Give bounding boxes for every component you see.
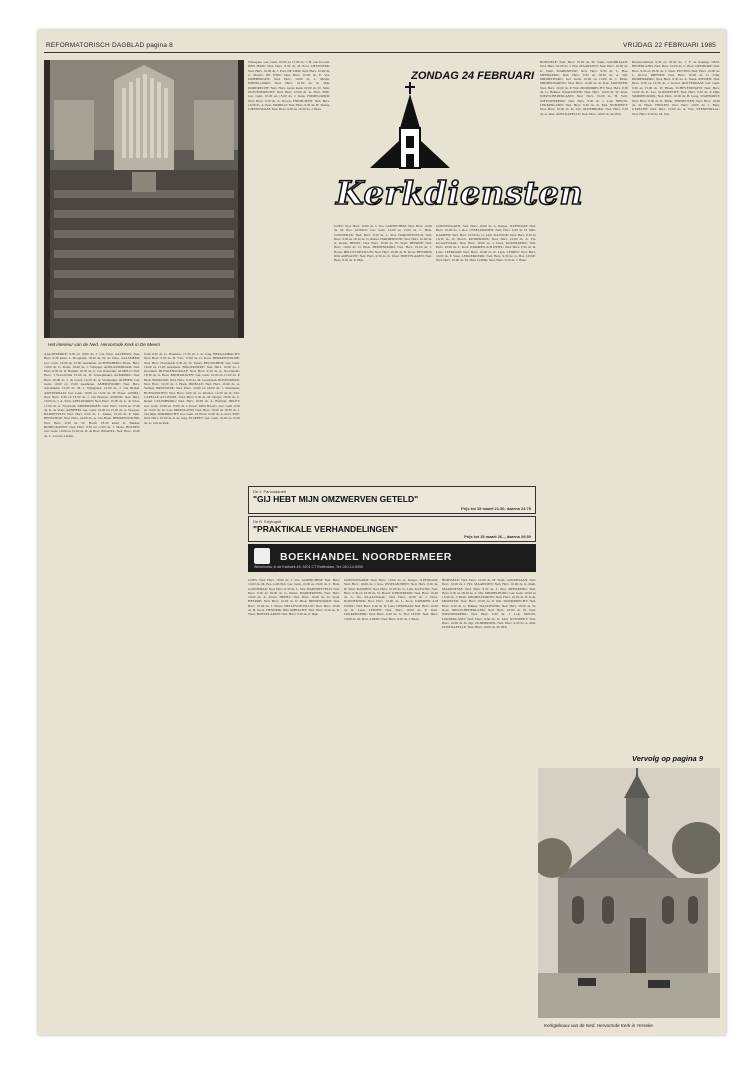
column-9 xyxy=(632,60,720,750)
church-interior-illustration xyxy=(44,60,244,338)
book-ad-2-headline: "PRAKTIKALE VERHANDELINGEN" xyxy=(253,524,399,534)
header-rule xyxy=(44,52,720,53)
bookstore-ad-title: BOEKHANDEL NOORDERMEER xyxy=(280,551,452,563)
church-exterior-photo xyxy=(538,768,720,1018)
column-5 xyxy=(248,578,340,1024)
book-ad-1[interactable] xyxy=(248,486,536,514)
church-caption: Kerkgebouw van de Ned. Hervormde Kerk in Yerseke xyxy=(544,1023,653,1028)
bookstore-ad[interactable] xyxy=(248,544,536,572)
column-4-text: GOUDSWAARD: Ned. Herv. 10.00 ds. A. Kuiper. ILPENDAM: Ned. Herv. 10.00 ds. J. Ros. IJSSELMUIDEN: Ned. Herv. 9.30 ds. H. Smit. KAMPEN: Ned. Herv. 10.00 ds. G. Lam. KATWIJK: Ned. Herv. 9.30 en 18.30 ds. W. Bosch. KINDERDIJK: Ned. Herv. 10.00 ds. A. Vis. KLAASWAAL: Ned. Herv. 10.00 ds. J. Does. KOUDEKERK: Ned. Herv. 10.00 ds. L. Kooi. KRIMPEN A/D IJSSEL: Ned. Herv. 9.30 ds. D. Lens. LEERDAM: Ned. Herv. 10.00 ds. R. Leen. LEIDEN: Ned. Herv. 10.00 ds. P. Veen. LEKKERKERK: Ned. Herv. 9.30 ds. G. Hof. LISSE: Ned. Herv. 10.00 ds. M. Hart. LOPIK: Ned. Herv. 9.30 ds. J. Baan. xyxy=(436,224,536,263)
church-steeple-icon xyxy=(360,80,460,180)
book-ad-1-price: Prijs tot 15 maart 21.50, daarna 24.75 xyxy=(460,506,531,511)
column-8 xyxy=(540,60,628,830)
church-interior-photo xyxy=(44,60,244,338)
column-3 xyxy=(334,224,432,524)
column-2-upper-text: Scheepjes, Ger. Gem. 10.00 en 17.00 ds. J. H. van Kooten. DEN HAM: Ned. Herv. 9.30 ds. H. Poot. DEVENTER: Ned. Herv. 10.00 ds. J. Post. DE LIER: Ned. Herv. 10.00 ds. C. Pieters. DE WIJK: Ned. Herv. 10.00 ds. E. Vos. DRIEBERGEN: Ned. Herv. 10.00 ds. L. Meijer. DINTELOORD: Ned. Herv. 10.00 ds. R. Hak. DORDRECHT: Ned. Herv. Grote Kerk 10.00 ds. W. Smit. DUIVENDRECHT: Ned. Herv. 10.00 ds. K. Boot. EDE: Ger. Gem. 10.00 en 15.00 ds. J. Kant. EMMELOORD: Ned. Herv. 9.30 ds. A. Doorn. ENKHUIZEN: Ned. Herv. 10.00 ds. A. Post. ERMELO: Ned. Herv. 9.30 ds. H. Teunis. GIESSENDAM: Ned. Herv. 9.30 en 18.30 ds. J. Boer. xyxy=(248,60,330,112)
column-6-text: GOUDSWAARD: Ned. Herv. 10.00 ds. A. Kuiper. ILPENDAM: Ned. Herv. 10.00 ds. J. Ros. IJSSELMUIDEN: Ned. Herv. 9.30 ds. H. Smit. KAMPEN: Ned. Herv. 10.00 ds. G. Lam. KATWIJK: Ned. Herv. 9.30 en 18.30 ds. W. Bosch. KINDERDIJK: Ned. Herv. 10.00 ds. A. Vis. KLAASWAAL: Ned. Herv. 10.00 ds. J. Does. KOUDEKERK: Ned. Herv. 10.00 ds. L. Kooi. KRIMPEN A/D IJSSEL: Ned. Herv. 9.30 ds. D. Lens. LEERDAM: Ned. Herv. 10.00 ds. R. Leen. LEIDEN: Ned. Herv. 10.00 ds. P. Veen. LEKKERKERK: Ned. Herv. 9.30 ds. G. Hof. LISSE: Ned. Herv. 10.00 ds. M. Hart. LOPIK: Ned. Herv. 9.30 ds. J. Baan. xyxy=(344,578,438,621)
column-7-text: BORSSELE: Ned. Herv. 10.00 ds. M. Stam. GOUDRIAAN: Ned. Herv. 10.00 ds. J. Hol. MAARSSEN: Ned. Herv. 10.00 ds. K. Dam. MARKNESSE: Ned. Herv. 9.30 ds. L. Bos. MEERKERK: Ned. Herv. 9.30 en 18.30 ds. A. Wit. MIDDELBURG: Ger. Gem. 10.00 en 15.00 ds. J. Blom. MIDDELHARNIS: Ned. Herv. 10.00 ds. R. Kok. MONSTER: Ned. Herv. 10.00 ds. P. Wal. MOORDRECHT: Ned. Herv. 9.30 ds. G. Bakker. NAALDWIJK: Ned. Herv. 10.00 ds. W. Roel. NIEUW-BEIJERLAND: Ned. Herv. 10.00 ds. H. Veld. NIEUWERKERK: Ned. Herv. 9.30 ds. J. Lok. NIEUW-LEKKERLAND: Ned. Herv. 9.30 ds. K. Mol. NUNSPEET: Ned. Herv. 10.00 ds. D. Zijl. OLDEBROEK: Ned. Herv. 9.30 ds. A. Riet. OOSTKAPELLE: Ned. Herv. 10.00 ds. M. Bril. xyxy=(442,578,536,630)
newspaper-page xyxy=(38,30,726,1035)
column-7 xyxy=(442,578,536,1024)
column-2-upper xyxy=(248,60,330,480)
interior-caption: Het interieur van de Ned. Hervormde Kerk in De Meern xyxy=(48,342,161,347)
book-ad-1-publisher: De J. Panoudaneh xyxy=(253,489,287,494)
page-header-right: VRIJDAG 22 FEBRUARI 1985 xyxy=(623,42,716,49)
church-exterior-illustration xyxy=(538,768,720,1018)
column-9-text: Brouwershaven 9.30 en 18.30 ds. J. F. de Koning. OUD-BEIJERLAND: Ned. Herv. 10.00 ds. C. Boer. OUDDORP: Ned. Herv. 9.30 en 18.30 ds. J. Sluis. PUTTEN: Ned. Herv. 10.00 ds. L. Kroon. RHENEN: Ned. Herv. 10.00 ds. G. Vink. RIDDERKERK: Ned. Herv. 9.30 ds. A. Steen. RIJSSEN: Ned. Herv. 9.30 en 14.30 ds. J. Grond. ROTTERDAM: Ger. Gem. 9.30 en 15.00 ds. W. Blaak. SCHEVENINGEN: Ned. Herv. 10.00 ds. K. Zee. SLIEDRECHT: Ned. Herv. 9.30 ds. P. Dijk. SOMMELSDIJK: Ned. Herv. 10.00 ds. H. Gaag. STAPHORST: Ned. Herv. 9.30 ds. R. Brink. TERNEUZEN: Ned. Herv. 10.00 ds. D. Haan. THOLEN: Ned. Herv. 10.00 ds. J. Berg. UTRECHT: Ned. Herv. 10.00 ds. A. Wal. VEENENDAAL: Ned. Herv. 9.30 ds. M. Slot. xyxy=(632,60,720,116)
banner-title: Kerkdiensten xyxy=(336,174,584,212)
column-2 xyxy=(144,352,240,1022)
column-4 xyxy=(436,224,536,524)
kerkdiensten-banner xyxy=(330,70,584,220)
column-1 xyxy=(44,352,140,1022)
column-5-text: GOES: Ned. Herv. 10.00 ds. J. Vos. GORINCHEM: Ned. Herv. 10.00 ds. M. Bos. GOUDA: Ger. Gem. 10.00 en 15.00 ds. C. Huis. GOUDERAK: Ned. Herv. 9.30 ds. L. Slot. HARDINXVELD: Ned. Herv. 9.30 en 18.30 ds. G. Ruiter. HARDERWIJK: Ned. Herv. 10.00 ds. A. Kraan. HEDEL: Ned. Herv. 10.00 ds. W. Staal. HEERDE: Ned. Herv. 10.00 ds. D. Blok. HEINENOORD: Ned. Herv. 10.00 ds. J. Bouw. HELLEVOETSLUIS: Ned. Herv. 10.00 ds. B. Roos. HENDRIK IDO AMBACHT: Ned. Herv. 9.30 ds. K. Weel. HOEVELAKEN: Ned. Herv. 9.30 ds. P. Dijk. xyxy=(248,578,340,617)
bookstore-logo-icon xyxy=(254,548,270,564)
column-6 xyxy=(344,578,438,1024)
column-3-text: GOES: Ned. Herv. 10.00 ds. J. Vos. GORINCHEM: Ned. Herv. 10.00 ds. M. Bos. GOUDA: Ger. Gem. 10.00 en 15.00 ds. C. Huis. GOUDERAK: Ned. Herv. 9.30 ds. L. Slot. HARDINXVELD: Ned. Herv. 9.30 en 18.30 ds. G. Ruiter. HARDERWIJK: Ned. Herv. 10.00 ds. A. Kraan. HEDEL: Ned. Herv. 10.00 ds. W. Staal. HEERDE: Ned. Herv. 10.00 ds. D. Blok. HEINENOORD: Ned. Herv. 10.00 ds. J. Bouw. HELLEVOETSLUIS: Ned. Herv. 10.00 ds. B. Roos. HENDRIK IDO AMBACHT: Ned. Herv. 9.30 ds. K. Weel. HOEVELAKEN: Ned. Herv. 9.30 ds. P. Dijk. xyxy=(334,224,432,263)
book-ad-2[interactable] xyxy=(248,516,536,542)
column-2-text: form 9.30 ds. G. Hoekstra, 17.30 ds. J. de Jong. BERGAMBACHT: Ned. Herv. 9.30 ds. H. Vlot, 17.00 ds. D. Roos. BERKENWOUDE: Ned. Herv. Hoofdkerk 9.30 ds. W. Visser. BEUSICHEM: Ger. Gem. 10.00 en 15.00 leesdienst. BIGGEKERKE: Ned. Herv. 10.00 ds. J. Kooiman. BLESKENSGRAAF: Ned. Herv. 9.30 ds. A. Noorlander, 18.30 ds. G. Boer. BODEGRAVEN: Ger. Gem. 10.00 en 15.00 ds. P. Blok. BOSKOOP: Ned. Herv. 9.30 ds. M. Goudriaan. BOVENKERK: Ned. Herv. 10.00 ds. J. Hoek. BRIELLE: Ned. Herv. 10.00 ds. A. Verheij. BRUINISSE: Ned. Herv. 10.00 en 18.00 ds. J. Steenbeek. BUNSCHOTEN: Ned. Herv. 9.00 ds. G. Kieviet, 14.30 ds. R. Slot. CAPELLE A/D IJSSEL: Ned. Herv. 9.30 ds. M. Meijer, 18.30 ds. C. Rebel. CULEMBORG: Ned. Herv. 10.00 ds. A. Hofman. DELFT: Ger. Gem. 10.00 en 15.00 ds. J. Roest. DEN HAAG: Ger. Gem. 9.30 en 15.00 ds. W. Lok. DIRKSLAND: Ned. Herv. 10.00 en 18.30 ds. J. van Dijk. DORDRECHT: Ger. Gem. 10.00 en 15.00 ds. A. Kort. EDE: Ned. Herv. 10.00 ds. P. de Jong. ELSPEET: Ger. Gem. 10.00 en 15.00 ds. G. van de Ruit. xyxy=(144,352,240,425)
continued-notice: Vervolg op pagina 9 xyxy=(632,754,703,763)
book-ad-2-publisher: De B. Ertytogolt xyxy=(253,519,282,524)
bookstore-ad-sub: Wilhelmina, in de Kathoek 45, 3201 CT Rotterdam, Tel. 010-14-5050 xyxy=(254,565,363,569)
book-ad-2-price: Prijs tot 15 maart 26.-, daarna 29.50 xyxy=(464,534,531,539)
column-8-text: BORSSELE: Ned. Herv. 10.00 ds. M. Stam. GOUDRIAAN: Ned. Herv. 10.00 ds. J. Hol. MAARSSEN: Ned. Herv. 10.00 ds. K. Dam. MARKNESSE: Ned. Herv. 9.30 ds. L. Bos. MEERKERK: Ned. Herv. 9.30 en 18.30 ds. A. Wit. MIDDELBURG: Ger. Gem. 10.00 en 15.00 ds. J. Blom. MIDDELHARNIS: Ned. Herv. 10.00 ds. R. Kok. MONSTER: Ned. Herv. 10.00 ds. P. Wal. MOORDRECHT: Ned. Herv. 9.30 ds. G. Bakker. NAALDWIJK: Ned. Herv. 10.00 ds. W. Roel. NIEUW-BEIJERLAND: Ned. Herv. 10.00 ds. H. Veld. NIEUWERKERK: Ned. Herv. 9.30 ds. J. Lok. NIEUW-LEKKERLAND: Ned. Herv. 9.30 ds. K. Mol. NUNSPEET: Ned. Herv. 10.00 ds. D. Zijl. OLDEBROEK: Ned. Herv. 9.30 ds. A. Riet. OOSTKAPELLE: Ned. Herv. 10.00 ds. M. Bril. xyxy=(540,60,628,116)
column-1-text: AAGTEKERKE: 9.30 en 19.00 ds. J. van Vliet. AALBURG: Ned. Herv. 9.30 kand. L. Hoogland, 18.30 ds. W. de Vries. AALSMEER: Ger. Gem. 10.00 en 15.00 leesdienst. ACHTERBERG: Herst. Herv. 10.00 ds. G. Kater, 18.00 ds. J. Schipper. ALBLASSERDAM: Ned. Herv. 9.30 ds. D. Bunnik, 18.30 ds. G. van Oosterum. ALMELO: Ned. Herv. 't Noordbrink 10.00 ds. D. Scheepmaker. ALMKERK: Ned. Herv. 10.00 ds. J. de Graaf, 14.30 ds. A. Vermeulen. ALPHEN: Ger. Gem. 10.00 en 15.00 leesdienst. AMERSFOORT: Ned. Herv. Adventkerk 10.00 ds. M. J. Wijngaard, 19.00 ds. J. van Brakel. AMSTERDAM: Ger. Gem. 10.00 en 15.00 ds. H. Visser. ANDEL: Ned. Herv. 9.30 en 18.30 ds. J. van Hoeven. ANDIJK: Ned. Herv. 10.00 ds. J. A. Smit. APELDOORN: Ned. Herv. 10.00 ds. G. de Vries, 17.00 ds. A. Noordam. ARNEMUIDEN: Ned. Herv. 10.00 en 17.00 ds. K. de Vries. ARNHEM: Ger. Gem. 10.00 en 15.00 ds. A. Stoopen. BARNEVELD: Ned. Herv. 9.00 ds. L. Jonker, 19.00 ds. P. Smit. BENSCHOP: Ned. Herv. 10.00 ds. A. van Beek. BERKENWOUDE: Ned. Herv. 9.30 ds. W. Hooft, 18.30 kand. K. Bakker. BODEGRAVEN: Ned. Herv. 9.30 en 17.00 ds. J. Maas. BOLNES: Ger. Gem. 10.00 en 15.00 ds. R. de Boer. BRAKEL: Ned. Herv. 10.00 ds. C. van der Linden. xyxy=(44,352,140,438)
book-ad-1-headline: "GIJ HEBT MIJN OMZWERVEN GETELD" xyxy=(253,494,419,504)
banner-date: ZONDAG 24 FEBRUARI xyxy=(411,70,534,82)
page-header-left: REFORMATORISCH DAGBLAD pagina 8 xyxy=(46,42,173,49)
